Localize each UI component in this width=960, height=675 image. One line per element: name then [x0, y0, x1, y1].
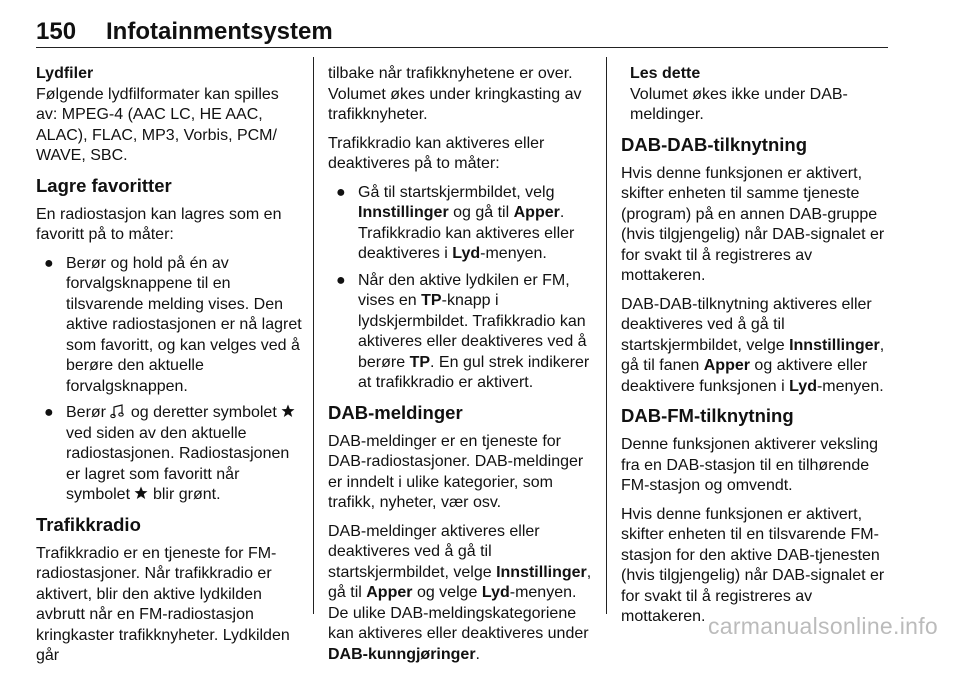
- lydfiler-heading: Lydfiler: [36, 65, 94, 82]
- star-icon: [281, 404, 295, 418]
- dab-dab-p1: Hvis denne funksjonen er aktivert, skifter enheten til samme tjeneste (program) på en annen DAB-gruppe (hvis tilgjengelig) når DAB-signalet er for svakt til å registreres av mottakeren.: [621, 164, 885, 284]
- trafikkradio-heading: Trafikkradio: [36, 513, 141, 535]
- favoritter-intro: En radiostasjon kan lagres som en favoritt på to måter:: [36, 205, 282, 243]
- header-rule: [36, 47, 888, 48]
- dab-meldinger-p1: DAB-meldinger er en tjeneste for DAB-radiostasjoner. DAB-meldinger er inndelt i ulike kategorier, som trafikk, nyheter, vær osv.: [328, 432, 584, 511]
- lydfiler-text: Følgende lydfilformater kan spilles av: MPEG-4 (AAC LC, HE AAC, ALAC), FLAC, MP3, Vorbis, PCM/ WAVE, SBC.: [36, 85, 279, 164]
- dab-meldinger-heading: DAB-meldinger: [328, 401, 463, 423]
- favoritter-list: [36, 254, 302, 506]
- music-note-icon: [110, 404, 126, 419]
- list-item: ● Gå til startskjermbildet, velg Innstillinger og gå til Apper. Trafikkradio kan aktiveres eller deaktiveres i Lyd-menyen.: [336, 183, 575, 262]
- list-item: ● Når den aktive lydkilen er FM, vises en TP-knapp i lydskjermbildet. Trafikkradio kan aktiveres eller deaktiveres ved å berøre TP. En gul strek indikerer at trafikkradio er aktivert.: [336, 271, 590, 391]
- note-heading: Les dette: [630, 65, 701, 82]
- dab-dab-p2: DAB-DAB-tilknytning aktiveres eller deaktiveres ved å gå til startskjermbildet, velge Innstillinger, gå til fanen Apper og aktivere eller deaktivere funksjonen i Lyd-menyen.: [621, 295, 885, 395]
- note-text: Volumet økes ikke under DAB-meldinger.: [630, 85, 848, 123]
- column-2: [328, 64, 596, 673]
- page-number: 150: [36, 18, 77, 45]
- favoritter-heading: Lagre favoritter: [36, 174, 172, 196]
- watermark: carmanualsonline.info: [707, 613, 938, 639]
- star-icon: [134, 486, 148, 500]
- list-item: ● Berør og deretter symbolet ved siden av den aktuelle radiostasjonen. Radiostasjonen er lagret som favoritt når symbolet blir grønt.: [36, 403, 302, 506]
- note-box: [621, 64, 891, 126]
- bullet-icon: ●: [336, 183, 346, 201]
- column-divider-2: [606, 57, 607, 614]
- bullet-icon: ●: [44, 254, 54, 272]
- trafikkradio-cont: tilbake når trafikknyhetene er over. Volumet økes under kringkasting av trafikknyheter.: [328, 65, 582, 123]
- dab-meldinger-p2: DAB-meldinger aktiveres eller deaktiveres ved å gå til startskjermbildet, velge Innstillinger, gå til Apper og velge Lyd-menyen. De ulike DAB-meldingskategoriene kan aktiveres eller deaktiveres under DAB-kunngjøringer.: [328, 522, 592, 663]
- trafikkradio-activation: Trafikkradio kan aktiveres eller deaktiveres på to måter:: [328, 134, 545, 172]
- trafikkradio-list: [328, 183, 596, 394]
- column-1: [36, 64, 302, 675]
- column-divider-1: [313, 57, 314, 614]
- dab-fm-p2: Hvis denne funksjonen er aktivert, skifter enheten til en tilsvarende FM-stasjon for den aktive DAB-tjenesten (hvis tilgjengelig) når DAB-signalet er for svakt til å registreres av mottakeren.: [621, 505, 885, 625]
- bullet-text: Berør og hold på én av forvalgsknappene til en tilsvarende melding vises. Den aktive radiostasjonen er nå lagret som favoritt, og kan velges ved å berøre den aktuelle forvalgsknappen.: [66, 254, 302, 395]
- bullet-icon: ●: [44, 404, 54, 421]
- dab-dab-heading: DAB-DAB-tilknytning: [621, 133, 808, 155]
- page-title: Infotainmentsystem: [106, 18, 333, 45]
- bullet-icon: ●: [336, 271, 346, 289]
- page-header: [0, 0, 960, 48]
- trafikkradio-text: Trafikkradio er en tjeneste for FM-radiostasjoner. Når trafikkradio er aktivert, blir den aktive lydkilden avbrutt når en FM-radiostasjon kringkaster trafikknyheter. Lydkilden går: [36, 544, 290, 664]
- dab-fm-p1: Denne funksjonen aktiverer veksling fra en DAB-stasjon til en tilhørende FM-stasjon og omvendt.: [621, 436, 879, 494]
- column-3: [621, 64, 891, 636]
- dab-fm-heading: DAB-FM-tilknytning: [621, 405, 794, 426]
- list-item: [36, 254, 302, 398]
